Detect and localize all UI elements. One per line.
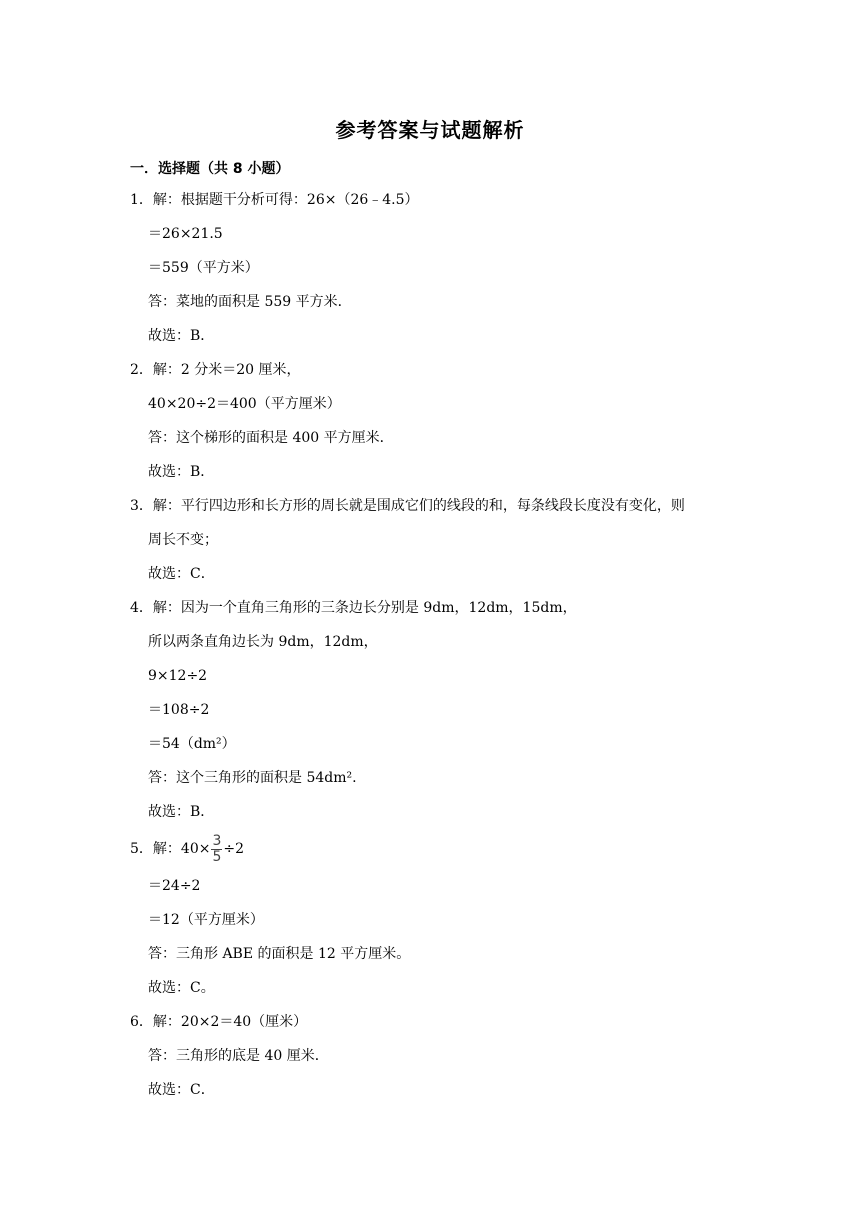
q3-line-1: 3．解：平行四边形和长方形的周长就是围成它们的线段的和，每条线段长度没有变化，则	[130, 498, 685, 514]
q5-line-3: ＝12（平方厘米）	[148, 912, 264, 928]
fraction	[211, 834, 222, 865]
q4-line-3: 9×12÷2	[148, 668, 208, 684]
q1-line-1: 1．解：根据题干分析可得：26×（26﹣4.5）	[130, 192, 419, 208]
q1-line-5: 故选：B．	[148, 328, 215, 344]
q6-line-1: 6．解：20×2＝40（厘米）	[130, 1014, 308, 1030]
q4-line-5: ＝54（dm²）	[148, 736, 236, 752]
fraction-denominator: 5	[212, 848, 222, 865]
q5-line-1	[130, 829, 244, 869]
q4-line-1: 4．解：因为一个直角三角形的三条边长分别是 9dm，12dm，15dm，	[130, 600, 577, 616]
q4-line-7: 故选：B．	[148, 804, 215, 820]
q4-line-2: 所以两条直角边长为 9dm，12dm，	[148, 634, 378, 650]
q1-line-3: ＝559（平方米）	[148, 260, 259, 276]
q5-line-1-prefix: 5．解：40×	[130, 841, 211, 857]
q6-line-2: 答：三角形的底是 40 厘米．	[148, 1048, 329, 1064]
q5-line-2: ＝24÷2	[148, 878, 201, 894]
q4-line-6: 答：这个三角形的面积是 54dm².	[148, 770, 357, 786]
q5-line-5: 故选：C。	[148, 980, 215, 996]
q4-line-4: ＝108÷2	[148, 702, 210, 718]
q5-line-4: 答：三角形 ABE 的面积是 12 平方厘米。	[148, 946, 411, 962]
q5-line-1-suffix: ÷2	[223, 841, 245, 857]
q1-line-2: ＝26×21.5	[148, 226, 223, 242]
q2-line-2: 40×20÷2＝400（平方厘米）	[148, 396, 341, 412]
fraction-numerator: 3	[212, 832, 222, 849]
q1-line-4: 答：菜地的面积是 559 平方米．	[148, 294, 352, 310]
q3-line-3: 故选：C．	[148, 566, 215, 582]
page-title: 参考答案与试题解析	[335, 118, 525, 142]
q2-line-3: 答：这个梯形的面积是 400 平方厘米．	[148, 430, 394, 446]
q2-line-4: 故选：B．	[148, 464, 215, 480]
q6-line-3: 故选：C．	[148, 1082, 215, 1098]
section-heading: 一．选择题（共 8 小题）	[130, 161, 290, 177]
q2-line-1: 2．解：2 分米＝20 厘米，	[130, 362, 301, 378]
q3-line-2: 周长不变；	[148, 532, 218, 548]
